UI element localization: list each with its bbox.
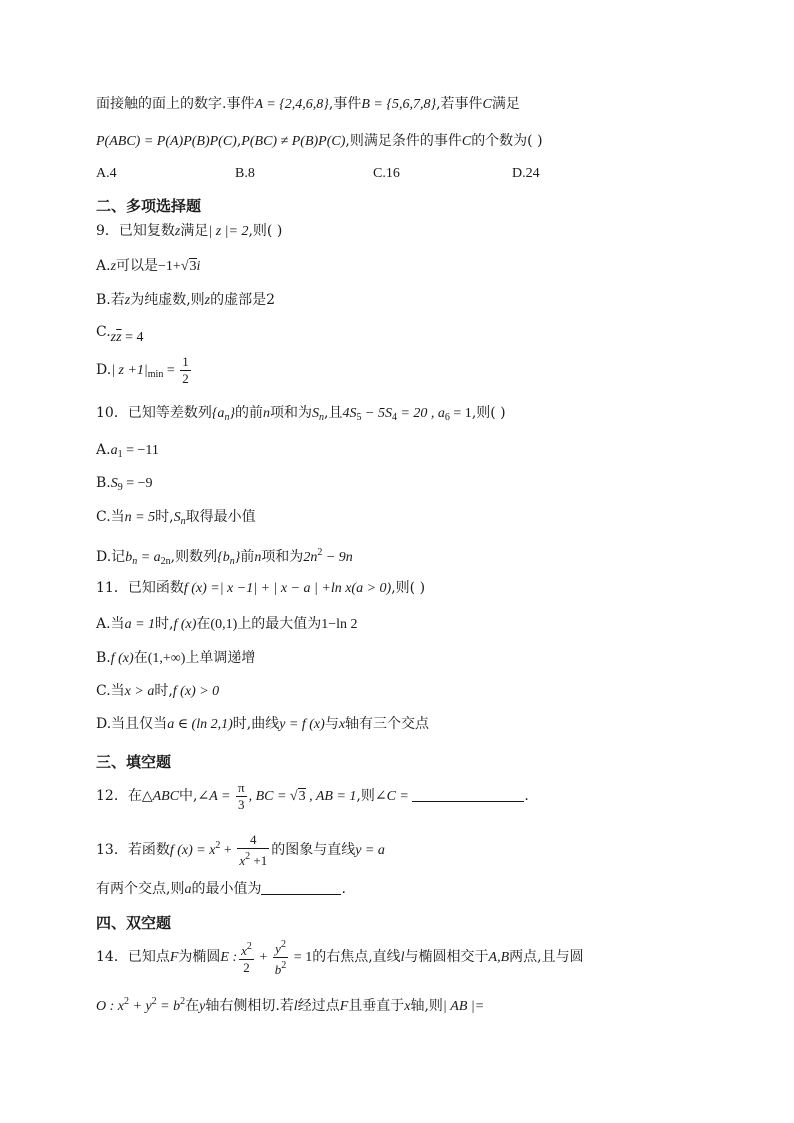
denominator xyxy=(237,849,269,869)
math: C xyxy=(461,134,472,149)
math: ∠C = xyxy=(374,789,413,804)
text: B. xyxy=(96,650,111,666)
text: 的最小值为 xyxy=(191,881,262,897)
math-subscript: n xyxy=(132,556,138,567)
q10-option-b xyxy=(96,473,153,498)
math: a xyxy=(110,443,118,458)
math: = a xyxy=(137,550,161,565)
math: 4S xyxy=(342,406,357,421)
numerator: π xyxy=(237,779,245,795)
math-subscript: n xyxy=(229,556,235,567)
text: 满足 xyxy=(180,223,209,239)
math-subscript: 5 xyxy=(356,412,362,423)
q10-option-c xyxy=(96,507,256,532)
math: i xyxy=(196,259,201,274)
q13-line-2 xyxy=(96,879,346,900)
text: 在 xyxy=(133,650,148,666)
sqrt-radicand: 3 xyxy=(298,789,306,804)
text: A. xyxy=(96,258,111,274)
math: = −9 xyxy=(122,476,153,491)
math: P(ABC) = P(A)P(B)P(C) xyxy=(96,134,237,149)
text: ,则( ) xyxy=(471,405,506,421)
fraction xyxy=(239,939,254,976)
math: z xyxy=(174,224,181,239)
sqrt-radicand: 3 xyxy=(189,259,197,274)
math: + xyxy=(255,950,271,965)
text: ,则数列 xyxy=(170,549,218,565)
numerator xyxy=(273,937,289,958)
math: 1−ln 2 xyxy=(321,617,358,632)
text: 取得最小值 xyxy=(185,509,256,525)
math: A = {2,4,6,8} xyxy=(254,97,329,112)
math: x xyxy=(338,717,346,732)
math: O : x xyxy=(96,999,124,1014)
text: 可以是 xyxy=(116,258,159,274)
math: | z +1| xyxy=(111,363,148,378)
math: −1+ xyxy=(158,259,181,274)
q9-stem xyxy=(96,221,282,242)
math: = xyxy=(163,363,179,378)
answer-blank[interactable] xyxy=(261,880,341,895)
text: 在 xyxy=(185,998,200,1014)
text: 经过点 xyxy=(297,998,340,1014)
text: 项和为 xyxy=(261,549,304,565)
answer-blank[interactable] xyxy=(412,787,524,802)
math-subscript: 4 xyxy=(391,412,397,423)
math-superscript: 2 xyxy=(281,959,287,971)
math: f (x) > 0 xyxy=(172,684,220,699)
math-subscript: 1 xyxy=(117,449,123,460)
math: {b xyxy=(217,550,230,565)
math: n xyxy=(263,406,271,421)
q11-option-b xyxy=(96,648,255,669)
math: + xyxy=(220,843,236,858)
math: | z |= 2 xyxy=(208,224,249,239)
math: C xyxy=(482,97,492,112)
text: 项和为 xyxy=(270,405,313,421)
math: n = 5 xyxy=(124,510,156,525)
q10-option-a xyxy=(96,440,159,465)
math: S xyxy=(173,510,181,525)
math-subscript: min xyxy=(147,369,164,380)
q14-line-2 xyxy=(96,992,484,1017)
denominator: 2 xyxy=(243,959,250,975)
text: 的个数为( ) xyxy=(471,133,543,149)
text: ,则 xyxy=(356,788,375,804)
q11-stem xyxy=(96,578,425,599)
q9-option-c xyxy=(96,322,143,348)
math-subscript: n xyxy=(319,412,325,423)
math: y xyxy=(275,940,281,956)
text: 12．在 xyxy=(96,788,142,804)
text: 两点,且与圆 xyxy=(509,949,584,965)
text: 轴,则 xyxy=(410,998,443,1014)
math: − 5S xyxy=(361,406,392,421)
section-heading-3: 三、填空题 xyxy=(96,753,172,771)
math: = 1 xyxy=(449,406,472,421)
text: ,则满足条件的事件 xyxy=(345,133,462,149)
text: 与椭圆相交于 xyxy=(404,949,489,965)
text: 轴有三个交点 xyxy=(345,716,430,732)
q14-stem xyxy=(96,936,584,979)
math: = 4 xyxy=(121,330,144,345)
text: D.记 xyxy=(96,549,126,565)
math: A,B xyxy=(488,950,510,965)
q8-options xyxy=(96,164,696,184)
math: = −11 xyxy=(122,443,159,458)
math: , AB = 1 xyxy=(305,789,357,804)
text: ,若事件 xyxy=(436,96,483,112)
text: . xyxy=(524,788,529,804)
text: C.当 xyxy=(96,509,125,525)
math: f (x) xyxy=(173,617,197,632)
q11-option-d xyxy=(96,714,429,735)
numerator xyxy=(239,939,254,960)
math: P(BC) ≠ P(B)P(C) xyxy=(241,134,346,149)
math: x xyxy=(404,999,411,1014)
text: 13．若函数 xyxy=(96,842,170,858)
math: y xyxy=(199,999,206,1014)
math: y = f (x) xyxy=(279,717,325,732)
math: F xyxy=(169,950,179,965)
math: b xyxy=(125,550,133,565)
text: 14．已知点 xyxy=(96,949,170,965)
math: z xyxy=(124,293,131,308)
text: 时, xyxy=(155,616,174,632)
math: {a xyxy=(211,406,225,421)
text: 上单调递增 xyxy=(185,650,256,666)
math: E : xyxy=(220,950,238,965)
text: ,事件 xyxy=(328,96,362,112)
text: 的虚部是2 xyxy=(210,292,276,308)
math-subscript: n xyxy=(180,516,186,527)
math: f (x) xyxy=(110,651,134,666)
denominator: 2 xyxy=(182,370,189,386)
text: A.当 xyxy=(96,616,125,632)
math: = b xyxy=(156,999,181,1014)
math-superscript: 2 xyxy=(151,996,157,1007)
math-superscript: 2 xyxy=(317,547,323,558)
q9-option-b xyxy=(96,290,275,311)
q10-option-d xyxy=(96,543,353,572)
math: a = 1 xyxy=(124,617,156,632)
math: 2n xyxy=(303,550,318,565)
math-subscript: 6 xyxy=(444,412,450,423)
math: b xyxy=(274,961,282,977)
text: C. xyxy=(96,324,111,340)
math: z xyxy=(110,330,117,345)
math: z xyxy=(204,293,211,308)
text: 有两个交点,则 xyxy=(96,881,185,897)
text: 为纯虚数,则 xyxy=(130,292,205,308)
math: S xyxy=(110,476,118,491)
math: a xyxy=(184,882,192,897)
q8-line-2 xyxy=(96,131,543,152)
text: . xyxy=(341,881,346,897)
text: 时,曲线 xyxy=(232,716,280,732)
option-a: A.4 xyxy=(96,166,117,181)
text: , xyxy=(236,133,242,149)
math: } xyxy=(229,406,236,421)
section-heading-4: 四、双空题 xyxy=(96,914,172,932)
math-superscript: 2 xyxy=(180,996,186,1007)
math: +1 xyxy=(250,852,268,868)
text: 11．已知函数 xyxy=(96,580,184,596)
math: | AB |= xyxy=(442,999,485,1014)
q9-option-d xyxy=(96,350,193,395)
text: ,且 xyxy=(324,405,343,421)
text: 且垂直于 xyxy=(348,998,405,1014)
math: l xyxy=(293,999,298,1014)
text: 前 xyxy=(240,549,255,565)
numerator: 4 xyxy=(237,832,269,849)
math-superscript: 2 xyxy=(215,840,221,851)
math-superscript: 2 xyxy=(280,938,286,950)
math-superscript: 2 xyxy=(124,996,129,1007)
text: 轴右侧相切.若 xyxy=(205,998,294,1014)
text: B. xyxy=(96,475,111,491)
math: x xyxy=(241,942,247,958)
q9-option-a: A.z可以是−1+√3i xyxy=(96,258,201,274)
text: 上的最大值为 xyxy=(237,616,322,632)
q8-line-1 xyxy=(96,94,520,115)
option-c: C.16 xyxy=(373,166,400,181)
math: + y xyxy=(129,999,152,1014)
math: f (x) = x xyxy=(169,843,216,858)
math: = 1 xyxy=(290,950,313,965)
fraction xyxy=(237,832,269,869)
math-conjugate: $\overline{z}$ xyxy=(116,330,122,345)
math: F xyxy=(339,999,349,1014)
denominator: 3 xyxy=(238,796,245,812)
text: 的图象与直线 xyxy=(271,842,356,858)
math-superscript: 2 xyxy=(246,940,252,952)
text: ,则( ) xyxy=(391,580,426,596)
text: 时, xyxy=(155,509,174,525)
math: △ABC xyxy=(141,789,180,804)
text: B.若 xyxy=(96,292,125,308)
text: 中, xyxy=(179,788,198,804)
option-d: D.24 xyxy=(512,166,540,181)
section-heading-2: 二、多项选择题 xyxy=(96,197,202,215)
math: = 20 , a xyxy=(396,406,445,421)
math-subscript: 2n xyxy=(160,556,171,567)
math: (0,1) xyxy=(210,617,238,632)
text: ,则( ) xyxy=(248,223,283,239)
fraction xyxy=(236,780,247,813)
math: z xyxy=(110,259,117,274)
math: f (x) =| x −1| + | x − a | +ln x(a > 0) xyxy=(183,581,392,596)
math-superscript: 2 xyxy=(245,850,251,862)
text: 面接触的面上的数字.事件 xyxy=(96,96,255,112)
math: n xyxy=(254,550,262,565)
fraction xyxy=(180,354,191,387)
math: S xyxy=(312,406,320,421)
q12-stem: 12．在△ABC中,∠A = $\frac{\pi}{3}$ , BC = √3 , AB = 1,则∠C = . xyxy=(96,779,529,812)
numerator: 1 xyxy=(182,353,189,369)
math: y = a xyxy=(355,843,385,858)
text: 10．已知等差数列 xyxy=(96,405,212,421)
text: C.当 xyxy=(96,683,125,699)
text: 的前 xyxy=(235,405,264,421)
q13-stem xyxy=(96,826,385,871)
text: 的右焦点,直线 xyxy=(312,949,401,965)
math: x > a xyxy=(124,684,155,699)
math: } xyxy=(234,550,241,565)
q11-option-a xyxy=(96,614,358,635)
text: D. xyxy=(96,362,112,378)
math: l xyxy=(400,950,405,965)
text: 在 xyxy=(196,616,211,632)
math: ∠A = xyxy=(197,789,234,804)
text: 为椭圆 xyxy=(178,949,221,965)
math: − 9n xyxy=(322,550,353,565)
text: 时, xyxy=(154,683,173,699)
math-subscript: 9 xyxy=(117,482,123,493)
math: x xyxy=(239,852,246,868)
q11-option-c xyxy=(96,681,219,702)
option-b: B.8 xyxy=(235,166,255,181)
text: 9．已知复数 xyxy=(96,223,175,239)
math: , BC = xyxy=(248,789,290,804)
math: a ∈ (ln 2,1) xyxy=(167,717,233,732)
math: (1,+∞) xyxy=(147,651,186,666)
math-subscript: n xyxy=(224,412,230,423)
fraction xyxy=(273,937,289,978)
text: A. xyxy=(96,442,111,458)
denominator xyxy=(273,958,289,978)
text: 满足 xyxy=(491,96,520,112)
text: 与 xyxy=(324,716,339,732)
q10-stem xyxy=(96,403,506,428)
math: B = {5,6,7,8} xyxy=(361,97,437,112)
text: D.当且仅当 xyxy=(96,716,168,732)
